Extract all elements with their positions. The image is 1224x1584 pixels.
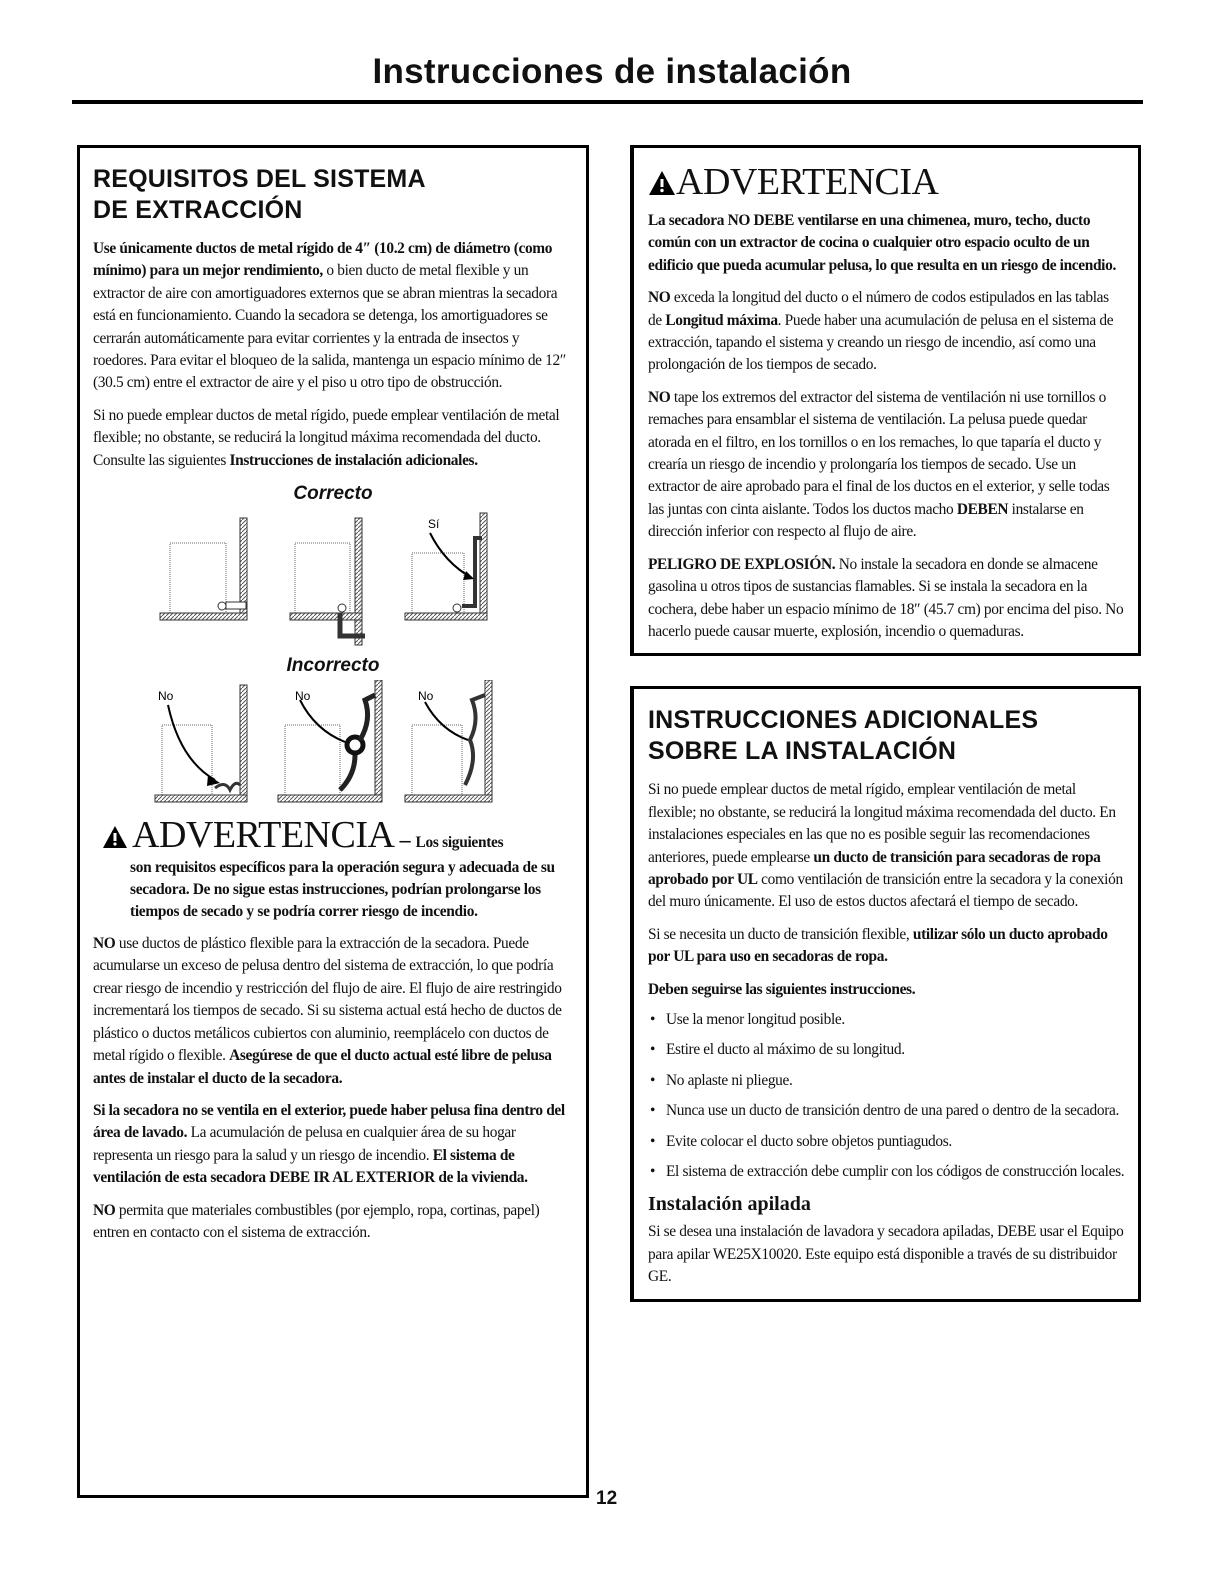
text-run: use ductos de plástico flexible para la extracción de la secadora. Puede acumularse un exceso de pelusa dentro del sistema de extracción, lo que podría crear riesgo de incendio y restricción del flujo de aire. El flujo de aire restringido incrementará los tiempos de secado. Si su sistema actual está hecho de ductos de plástico o ductos metálicos cubiertos con aluminio, reemplácelo con ductos de metal rígido o flexible. [93, 935, 562, 1065]
bold-text: NO [93, 935, 116, 953]
list-item: • Nunca use un ducto de transición dentro de una pared o dentro de la secadora. [648, 1100, 1126, 1122]
paragraph [648, 554, 1126, 644]
bold-text: un ducto de transición para secadoras de ropa aprobado por UL [648, 848, 1101, 888]
bold-text: PELIGRO DE EXPLOSIÓN. [648, 555, 836, 573]
paragraph [93, 1200, 573, 1245]
text-run: permita que materiales combustibles (por ejemplo, ropa, cortinas, papel) entren en contacto con el sistema de extracción. [93, 1201, 540, 1241]
title-rule [72, 100, 1143, 104]
section-heading [93, 164, 573, 226]
bold-text: NO [648, 289, 671, 307]
page-title: Instrucciones de instalación [372, 52, 852, 91]
bold-text: DEBEN [956, 500, 1009, 518]
correct-label: Correcto [293, 483, 373, 505]
bold-text: NO [648, 388, 671, 406]
paragraph: Si se desea una instalación de lavadora y secadora apiladas, DEBE usar el Equipo para apilar WE25X10020. Este equipo está disponible a través de su distribuidor GE. [648, 1223, 1124, 1286]
diagram-incorrect-3 [405, 680, 492, 802]
incorrect-venting-diagram [150, 680, 500, 805]
bold-text: Instrucciones de instalación adicionales. [229, 451, 478, 469]
list-item: • Estire el ducto al máximo de su longitud. [648, 1039, 1126, 1061]
bold-text: Use únicamente ductos de metal rígido de 4″ (10.2 cm) de diámetro (como mínimo) para un mejor rendimiento, [93, 240, 553, 280]
list-item: • Evite colocar el ducto sobre objetos puntiagudos. [648, 1131, 1126, 1153]
diagram-incorrect-2 [278, 680, 382, 802]
text-run: Si no puede emplear ductos de metal rígido, emplear ventilación de metal flexible; no obstante, se reducirá la longitud máxima recomendada del ducto. En instalaciones especiales en las que no es posible seguir las recomendaciones anteriores, puede emplearse [648, 781, 1116, 866]
paragraph [648, 387, 1126, 544]
heading-line: INSTRUCCIONES ADICIONALES [648, 706, 1039, 735]
instruction-list [648, 1009, 1126, 1183]
warning-text [648, 210, 1126, 643]
diagram-correct-3 [405, 513, 487, 620]
list-item: • El sistema de extracción debe cumplir con los códigos de construcción locales. [648, 1161, 1126, 1183]
bold-text: El sistema de ventilación de esta secadora DEBE IR AL EXTERIOR de la vivienda. [93, 1146, 528, 1187]
no-label: No [158, 689, 174, 704]
paragraph [93, 405, 573, 472]
bold-text: La secadora NO DEBE ventilarse en una chimenea, muro, techo, ducto común con un extractor de cocina o cualquier otro espacio oculto de un edificio que pueda acumular pelusa, lo que resulta en un riesgo de incendio. [648, 212, 1116, 274]
requirements-text [93, 238, 573, 472]
paragraph [648, 210, 1126, 277]
diagram-correct-1 [160, 518, 247, 620]
warning-triangle-icon [648, 170, 676, 196]
bold-text: Longitud máxima [665, 311, 778, 329]
incorrect-label: Incorrecto [286, 655, 380, 677]
warning-header [648, 160, 1126, 204]
paragraph [648, 287, 1126, 377]
text-run: Si no puede emplear ductos de metal rígido, puede emplear ventilación de metal flexible; no obstante, se reducirá la longitud máxima recomendada del ducto. Consulte las siguientes [93, 406, 560, 469]
no-label: No [295, 689, 311, 704]
paragraph [648, 779, 1126, 913]
exhaust-requirements-section [77, 145, 589, 1498]
warning-title: ADVERTENCIA [676, 161, 939, 203]
heading-line: REQUISITOS DEL SISTEMA [93, 165, 426, 193]
text-run: No instale la secadora en donde se almacene gasolina u otros tipos de sustancias flamables. Si se instala la secadora en la cochera, debe haber un espacio mínimo de 18″ (45.7 cm) por encima del piso. No hacerlo puede causar muerte, explosión, incendio o quemaduras. [648, 555, 1124, 640]
no-label: No [418, 689, 434, 704]
text-run: Si se necesita un ducto de transición flexible, [648, 925, 913, 943]
list-item: • Use la menor longitud posible. [648, 1009, 1126, 1031]
diagram-incorrect-1 [155, 685, 247, 802]
additional-text [648, 779, 1126, 1288]
text-run: exceda la longitud del ducto o el número de codos estipulados en las tablas de [648, 289, 1109, 329]
warning-lead-text: son requisitos específicos para la operación segura y adecuada de su secadora. De no sigue estas instrucciones, podrían prolongarse los tiempos de secado y se podría correr riesgo de incendio. [130, 859, 555, 921]
warning-title: ADVERTENCIA [132, 814, 395, 857]
text-run: o bien ducto de metal flexible y un extractor de aire con amortiguadores externos que se abran mientras la secadora está en funcionamiento. Cuando la secadora se detenga, los amortiguadores se cerrarán automáticamente para evitar corrientes y la entrada de insectos y roedores. Para evitar el bloqueo de la salida, mantenga un espacio mínimo de 12″ (30.5 cm) entre el extractor de aire y el piso u otro tipo de obstrucción. [93, 262, 566, 392]
page-number: 12 [596, 1488, 618, 1509]
text-run: como ventilación de transición entre la secadora y la conexión del muro únicamente. El uso de estos ductos afectará el tiempo de secado. [648, 870, 1123, 911]
section-heading [648, 705, 1126, 767]
paragraph [648, 924, 1126, 969]
warning-lead: Los siguientes [415, 834, 504, 852]
heading-line: SOBRE LA INSTALACIÓN [648, 737, 957, 766]
bold-text: NO [93, 1201, 116, 1219]
bold-text: Si la secadora no se ventila en el exterior, puede haber pelusa fina dentro del área de lavado. [93, 1101, 565, 1142]
bold-text: Asegúrese de que el ducto actual esté libre de pelusa antes de instalar el ducto de la secadora. [93, 1047, 552, 1087]
warning-section [630, 145, 1141, 656]
paragraph [93, 238, 573, 395]
warning-text [93, 933, 573, 1244]
text-run: instalarse en dirección inferior con respecto al flujo de aire. [648, 500, 1084, 541]
warning-block [102, 813, 572, 923]
bold-text: utilizar sólo un ducto aprobado por UL para uso en secadoras de ropa. [648, 925, 1108, 966]
heading-line: DE EXTRACCIÓN [93, 196, 303, 224]
paragraph [93, 933, 573, 1090]
correct-venting-diagram [150, 508, 500, 648]
stacked-installation-heading: Instalación apilada [648, 1193, 811, 1216]
list-item: • No aplaste ni pliegue. [648, 1070, 1126, 1092]
text-run: . Puede haber una acumulación de pelusa en el sistema de extracción, tapando el sistema y creando un riesgo de incendio, así como una prolongación de los tiempos de secado. [648, 311, 1114, 374]
yes-label: Sí [428, 517, 440, 532]
text-run: La acumulación de pelusa en cualquier área de su hogar representa un riesgo para la salud y un riesgo de incendio. [93, 1124, 516, 1164]
bold-text: Deben seguirse las siguientes instrucciones. [648, 980, 916, 998]
warning-triangle-icon [102, 825, 128, 849]
paragraph [648, 979, 1126, 1001]
warning-dash: – [394, 827, 416, 853]
text-run: tape los extremos del extractor del sistema de ventilación ni use tornillos o remaches para ensamblar el sistema de ventilación. La pelusa puede quedar atorada en el filtro, en los tornillos o en los remaches, lo que taparía el ducto y crearía un riesgo de incendio y prolongaría los tiempos de secado. Use un extractor de aire aprobado para el final de los ductos en el exterior, y selle todas las juntas con cinta aislante. Todos los ductos macho [648, 388, 1110, 518]
diagram-correct-2 [290, 518, 365, 645]
additional-instructions-section [630, 686, 1141, 1301]
paragraph [93, 1100, 573, 1190]
